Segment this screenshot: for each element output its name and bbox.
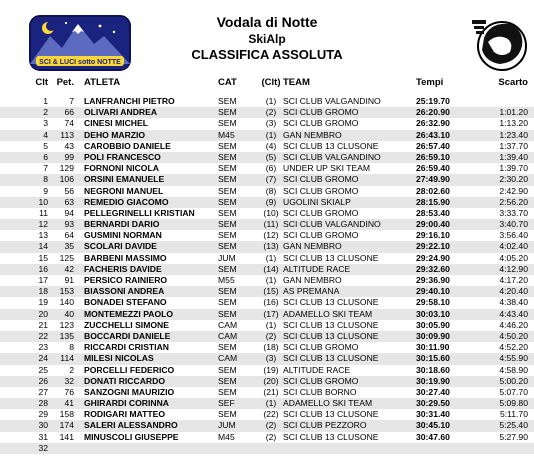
cell-team: SCI CLUB VALGANDINO (283, 151, 381, 162)
cell-tempi: 30:05.90 (416, 319, 450, 330)
cell-team: SCI CLUB GROMO (283, 174, 359, 185)
cell-tempi: 30:47.60 (416, 431, 450, 442)
cell-clt-cat: (10) (263, 207, 279, 218)
ranking-heading: CLASSIFICA ASSOLUTA (191, 47, 343, 62)
cell-scarto: 5:25.40 (499, 420, 528, 431)
cell-clt: 25 (38, 364, 48, 375)
cell-clt-cat: (1) (265, 129, 277, 140)
cell-clt-cat: (2) (265, 431, 277, 442)
table-row (0, 365, 534, 376)
cell-atleta: LANFRANCHI PIETRO (84, 96, 175, 106)
table-row (0, 186, 534, 197)
cell-clt: 24 (38, 353, 48, 364)
cell-pet: 2 (69, 364, 74, 375)
cell-atleta: POLI FRANCESCO (84, 151, 161, 162)
cell-cat: CAM (218, 319, 238, 330)
cell-cat: SEM (218, 364, 237, 375)
cell-pet: 42 (64, 263, 74, 274)
cell-scarto: 4:55.90 (499, 353, 528, 364)
cell-team: SCI CLUB 13 CLUSONE (283, 409, 379, 420)
cell-team: ADAMELLO SKI TEAM (283, 308, 373, 319)
cell-clt: 20 (38, 308, 48, 319)
cell-tempi: 29:22.10 (416, 241, 450, 252)
cell-scarto: 5:07.70 (499, 386, 528, 397)
cell-clt-cat: (21) (263, 386, 279, 397)
cell-clt: 8 (43, 174, 48, 185)
cell-scarto: 1:39.40 (499, 151, 528, 162)
cell-atleta: SALERI ALESSANDRO (84, 420, 178, 431)
cell-clt: 29 (38, 409, 48, 420)
cell-team: GAN NEMBRO (283, 129, 342, 140)
cell-clt-cat: (17) (263, 308, 279, 319)
cell-pet: 56 (64, 185, 74, 196)
table-row (0, 342, 534, 353)
cell-pet: 94 (64, 207, 74, 218)
cell-pet: 32 (64, 375, 74, 386)
cell-atleta: SANZOGNI MAURIZIO (84, 386, 175, 397)
cell-atleta: MONTEMEZZI PAOLO (84, 308, 174, 319)
cell-cat: SEM (218, 241, 237, 252)
cell-clt: 31 (38, 431, 48, 442)
cell-clt: 26 (38, 375, 48, 386)
cell-team: SCI CLUB BORNO (283, 386, 357, 397)
cell-clt-cat: (2) (265, 330, 277, 341)
cell-team: SCI CLUB 13 CLUSONE (283, 297, 379, 308)
cell-atleta: BONADEI STEFANO (84, 297, 167, 308)
cell-clt: 14 (38, 241, 48, 252)
cell-tempi: 29:36.90 (416, 275, 450, 285)
cell-pet: 64 (64, 230, 74, 241)
cell-cat: JUM (218, 420, 236, 431)
table-row (0, 275, 534, 286)
cell-clt-cat: (22) (263, 409, 279, 420)
table-row (0, 286, 534, 297)
cell-tempi: 30:03.10 (416, 308, 450, 319)
cell-scarto: 4:38.40 (499, 297, 528, 308)
page-subtitle: SkiAlp (248, 32, 286, 46)
cell-tempi: 30:29.50 (416, 398, 450, 409)
cell-pet: 76 (64, 386, 74, 397)
cell-atleta: NEGRONI MANUEL (84, 185, 164, 196)
cell-team: SCI CLUB GROMO (283, 342, 359, 353)
cell-clt-cat: (13) (263, 241, 279, 252)
cell-atleta: CAROBBIO DANIELE (84, 140, 171, 151)
cell-pet: 7 (69, 96, 74, 106)
cell-scarto: 1:01.20 (499, 107, 528, 118)
col-header-pet: Pet. (56, 77, 74, 88)
cell-scarto: 5:09.80 (499, 398, 528, 409)
cell-cat: SEM (218, 375, 237, 386)
cell-pet: 63 (64, 196, 74, 207)
cell-clt-cat: (12) (263, 230, 279, 241)
cell-clt: 7 (43, 163, 48, 174)
cell-cat: CAM (218, 330, 238, 341)
cell-clt-cat: (18) (263, 342, 279, 353)
cell-team: SCI CLUB PEZZORO (283, 420, 367, 431)
cell-scarto: 3:56.40 (499, 230, 528, 241)
cell-team: SCI CLUB GROMO (283, 230, 359, 241)
table-row (0, 107, 534, 118)
cell-team: SCI CLUB 13 CLUSONE (283, 140, 379, 151)
cell-clt: 22 (38, 330, 48, 341)
cell-atleta: DONATI RICCARDO (84, 375, 165, 386)
cell-pet: 135 (59, 330, 74, 341)
cell-team: SCI CLUB GROMO (283, 207, 359, 218)
cell-clt: 4 (43, 129, 48, 140)
cell-scarto: 4:58.90 (499, 364, 528, 375)
cell-cat: SEM (218, 263, 237, 274)
cell-cat: SEM (218, 151, 237, 162)
cell-clt: 30 (38, 420, 48, 431)
cell-cat: SEM (218, 297, 237, 308)
cell-tempi: 30:18.60 (416, 364, 450, 375)
cell-clt-cat: (4) (265, 140, 277, 151)
cell-atleta: SCOLARI DAVIDE (84, 241, 157, 252)
cell-clt: 17 (38, 275, 48, 285)
table-row (0, 152, 534, 163)
table-row (0, 174, 534, 185)
cell-cat: SEF (218, 398, 235, 409)
cell-scarto: 4:52.20 (499, 342, 528, 353)
table-row (0, 130, 534, 141)
col-header-tempi: Tempi (416, 77, 444, 88)
cell-scarto: 2:42.90 (499, 185, 528, 196)
table-row (0, 264, 534, 275)
cell-clt-cat: (1) (265, 398, 277, 409)
cell-cat: SEM (218, 196, 237, 207)
cell-team: AS PREMANA (283, 286, 340, 297)
cell-tempi: 26:57.40 (416, 140, 450, 151)
cell-pet: 91 (64, 275, 74, 285)
cell-cat: SEM (218, 386, 237, 397)
cell-team: SCI CLUB GROMO (283, 107, 359, 118)
cell-scarto: 5:27.90 (499, 431, 528, 442)
cell-clt: 13 (38, 230, 48, 241)
col-header-atleta: ATLETA (84, 77, 121, 88)
cell-team: GAN NEMBRO (283, 275, 342, 285)
cell-clt: 18 (38, 286, 48, 297)
table-row (0, 197, 534, 208)
cell-clt: 19 (38, 297, 48, 308)
cell-tempi: 28:02.60 (416, 185, 450, 196)
cell-cat: SEM (218, 174, 237, 185)
cell-pet: 43 (64, 140, 74, 151)
cell-cat: M45 (218, 431, 235, 442)
cell-team: ALTITUDE RACE (283, 263, 351, 274)
cell-atleta: MINUSCOLI GIUSEPPE (84, 431, 179, 442)
cell-tempi: 29:24.90 (416, 252, 450, 263)
cell-pet: 8 (69, 342, 74, 353)
cell-clt-cat: (3) (265, 118, 277, 129)
cell-scarto: 4:50.20 (499, 330, 528, 341)
cell-cat: SEM (218, 219, 237, 230)
cell-team: UNDER UP SKI TEAM (283, 163, 371, 174)
cell-clt: 3 (43, 118, 48, 129)
cell-atleta: REMEDIO GIACOMO (84, 196, 169, 207)
cell-cat: SEM (218, 185, 237, 196)
cell-tempi: 26:59.10 (416, 151, 450, 162)
cell-pet: 158 (59, 409, 74, 420)
cell-clt-cat: (1) (265, 319, 277, 330)
cell-tempi: 29:00.40 (416, 219, 450, 230)
cell-tempi: 26:20.90 (416, 107, 450, 118)
cell-tempi: 26:32.90 (416, 118, 450, 129)
page-title: Vodala di Notte (216, 14, 318, 30)
cell-tempi: 26:43.10 (416, 129, 450, 140)
cell-cat: SEM (218, 96, 237, 106)
cell-clt-cat: (8) (265, 185, 277, 196)
cell-clt-cat: (6) (265, 163, 277, 174)
cell-team: SCI CLUB 13 CLUSONE (283, 330, 379, 341)
cell-clt: 27 (38, 386, 48, 397)
cell-clt-cat: (11) (263, 219, 279, 230)
cell-team: SCI CLUB 13 CLUSONE (283, 319, 379, 330)
col-header-clt-cat: (Clt) (261, 77, 281, 88)
col-header-scarto: Scarto (498, 77, 528, 88)
table-row (0, 320, 534, 331)
cell-tempi: 29:16.10 (416, 230, 450, 241)
cell-scarto: 3:40.70 (499, 219, 528, 230)
cell-atleta: MILESI NICOLAS (84, 353, 154, 364)
cell-tempi: 28:15.90 (416, 196, 450, 207)
cell-team: SCI CLUB 13 CLUSONE (283, 353, 379, 364)
cell-atleta: ZUCCHELLI SIMONE (84, 319, 169, 330)
cell-cat: SEM (218, 342, 237, 353)
results-table (0, 96, 534, 454)
cell-cat: SEM (218, 140, 237, 151)
cell-clt-cat: (2) (265, 420, 277, 431)
cell-atleta: CINESI MICHEL (84, 118, 148, 129)
cell-cat: CAM (218, 353, 238, 364)
col-header-team: TEAM (283, 77, 310, 88)
cell-atleta: RODIGARI MATTEO (84, 409, 165, 420)
cell-clt: 28 (38, 398, 48, 409)
cell-pet: 66 (64, 107, 74, 118)
cell-clt: 5 (43, 140, 48, 151)
cell-clt: 15 (38, 252, 48, 263)
cell-team: SCI CLUB GROMO (283, 375, 359, 386)
table-row (0, 331, 534, 342)
cell-cat: SEM (218, 118, 237, 129)
cell-scarto: 4:43.40 (499, 308, 528, 319)
cell-team: SCI CLUB GROMO (283, 185, 359, 196)
cell-scarto: 4:20.40 (499, 286, 528, 297)
cell-clt: 23 (38, 342, 48, 353)
cell-pet: 125 (59, 252, 74, 263)
cell-tempi: 29:32.60 (416, 263, 450, 274)
cell-pet: 113 (60, 129, 74, 140)
cell-scarto: 4:46.20 (499, 319, 528, 330)
cell-tempi: 30:09.90 (416, 330, 450, 341)
cell-clt-cat: (1) (265, 275, 277, 285)
cell-pet: 114 (60, 353, 74, 364)
cell-clt: 32 (38, 442, 48, 453)
cell-clt: 2 (43, 107, 48, 118)
cell-pet: 93 (64, 219, 74, 230)
cell-pet: 99 (64, 151, 74, 162)
cell-scarto: 4:02.40 (499, 241, 528, 252)
cell-clt-cat: (14) (263, 263, 279, 274)
cell-atleta: BARBENI MASSIMO (84, 252, 167, 263)
table-header (0, 77, 534, 93)
cell-scarto: 3:33.70 (499, 207, 528, 218)
cell-atleta: BERNARDI DARIO (84, 219, 160, 230)
cell-cat: JUM (218, 252, 236, 263)
table-row (0, 96, 534, 107)
cell-atleta: ORSINI EMANUELE (84, 174, 165, 185)
cell-clt: 11 (39, 207, 48, 218)
table-row (0, 208, 534, 219)
cell-team: UGOLINI SKIALP (283, 196, 351, 207)
cell-team: SCI CLUB 13 CLUSONE (283, 252, 379, 263)
cell-pet: 174 (59, 420, 74, 431)
table-row (0, 398, 534, 409)
cell-pet: 74 (64, 118, 74, 129)
cell-clt-cat: (20) (263, 375, 279, 386)
table-row (0, 353, 534, 364)
table-row (0, 376, 534, 387)
table-row (0, 309, 534, 320)
cell-pet: 41 (64, 398, 74, 409)
cell-tempi: 29:58.10 (416, 297, 450, 308)
cell-cat: M55 (218, 275, 235, 285)
cell-atleta: PORCELLI FEDERICO (84, 364, 175, 375)
cell-clt-cat: (3) (265, 353, 277, 364)
cell-scarto: 5:00.20 (499, 375, 528, 386)
table-row (0, 420, 534, 431)
cell-clt-cat: (15) (263, 286, 279, 297)
cell-tempi: 30:11.90 (416, 342, 450, 353)
table-row (0, 163, 534, 174)
cell-team: ADAMELLO SKI TEAM (283, 398, 373, 409)
table-row (0, 118, 534, 129)
cell-clt: 21 (38, 319, 48, 330)
cell-team: GAN NEMBRO (283, 241, 342, 252)
cell-scarto: 4:12.90 (499, 263, 528, 274)
cell-clt-cat: (5) (265, 151, 277, 162)
cell-clt-cat: (1) (265, 252, 277, 263)
cell-clt: 10 (38, 196, 48, 207)
cell-cat: SEM (218, 409, 237, 420)
cell-pet: 153 (59, 286, 74, 297)
col-header-clt: Clt (35, 77, 48, 88)
cell-cat: SEM (218, 230, 237, 241)
cell-tempi: 25:19.70 (416, 96, 450, 106)
cell-scarto: 1:37.70 (499, 140, 528, 151)
cell-scarto: 4:05.20 (499, 252, 528, 263)
cell-clt-cat: (19) (263, 364, 279, 375)
table-row (0, 219, 534, 230)
cell-pet: 140 (59, 297, 74, 308)
table-row (0, 387, 534, 398)
table-row (0, 141, 534, 152)
cell-tempi: 28:53.40 (416, 207, 450, 218)
cell-pet: 106 (59, 174, 74, 185)
cell-pet: 40 (64, 308, 74, 319)
cell-atleta: PELLEGRINELLI KRISTIAN (84, 207, 195, 218)
cell-scarto: 1:13.20 (499, 118, 528, 129)
cell-cat: SEM (218, 207, 237, 218)
cell-tempi: 26:59.40 (416, 163, 450, 174)
cell-scarto: 2:30.20 (499, 174, 528, 185)
logo-text: SCI & LUCI sotto NOTTE (39, 59, 121, 66)
cell-team: ALTITUDE RACE (283, 364, 351, 375)
cell-clt-cat: (2) (265, 107, 277, 118)
cell-atleta: BOCCARDI DANIELE (84, 330, 171, 341)
cell-clt: 16 (38, 263, 48, 274)
cell-clt-cat: (7) (265, 174, 277, 185)
cell-tempi: 29:40.10 (416, 286, 450, 297)
cell-atleta: RICCARDI CRISTIAN (84, 342, 169, 353)
cell-tempi: 30:15.60 (416, 353, 450, 364)
cell-scarto: 2:56.20 (499, 196, 528, 207)
cell-atleta: FACHERIS DAVIDE (84, 263, 162, 274)
cell-clt: 6 (43, 151, 48, 162)
cell-clt: 1 (43, 96, 48, 106)
table-row (0, 409, 534, 420)
cell-pet: 123 (59, 319, 74, 330)
cell-scarto: 1:23.40 (499, 129, 528, 140)
cell-pet: 129 (59, 163, 74, 174)
cell-atleta: DEHO MARZIO (84, 129, 146, 140)
cell-tempi: 30:31.40 (416, 409, 450, 420)
cell-cat: SEM (218, 163, 237, 174)
cell-clt-cat: (1) (265, 96, 277, 106)
cell-scarto: 1:39.70 (499, 163, 528, 174)
cell-pet: 35 (64, 241, 74, 252)
cell-tempi: 27:49.90 (416, 174, 450, 185)
cell-atleta: OLIVARI ANDREA (84, 107, 158, 118)
cell-pet: 141 (59, 431, 74, 442)
table-row (0, 432, 534, 443)
cell-tempi: 30:45.10 (416, 420, 450, 431)
cell-clt-cat: (9) (265, 196, 277, 207)
cell-cat: SEM (218, 107, 237, 118)
cell-tempi: 30:19.90 (416, 375, 450, 386)
cell-cat: SEM (218, 286, 237, 297)
table-row (0, 443, 534, 454)
cell-team: SCI CLUB GROMO (283, 118, 359, 129)
cell-clt-cat: (16) (263, 297, 279, 308)
table-row (0, 297, 534, 308)
cell-team: SCI CLUB VALGANDINO (283, 96, 381, 106)
cell-scarto: 4:17.20 (499, 275, 528, 285)
col-header-cat: CAT (218, 77, 237, 88)
cell-atleta: GHIRARDI CORINNA (84, 398, 169, 409)
cell-team: SCI CLUB 13 CLUSONE (283, 431, 379, 442)
cell-clt: 9 (43, 185, 48, 196)
cell-cat: M45 (218, 129, 235, 140)
table-row (0, 253, 534, 264)
cell-atleta: PERSICO RAINIERO (84, 275, 168, 285)
table-row (0, 230, 534, 241)
cell-clt: 12 (38, 219, 48, 230)
cell-cat: SEM (218, 308, 237, 319)
cell-tempi: 30:27.40 (416, 386, 450, 397)
cell-atleta: BIASSONI ANDREA (84, 286, 165, 297)
cell-scarto: 5:11.70 (499, 409, 528, 420)
cell-atleta: GUSMINI NORMAN (84, 230, 162, 241)
cell-team: SCI CLUB VALGANDINO (283, 219, 381, 230)
cell-atleta: FORNONI NICOLA (84, 163, 159, 174)
table-row (0, 241, 534, 252)
